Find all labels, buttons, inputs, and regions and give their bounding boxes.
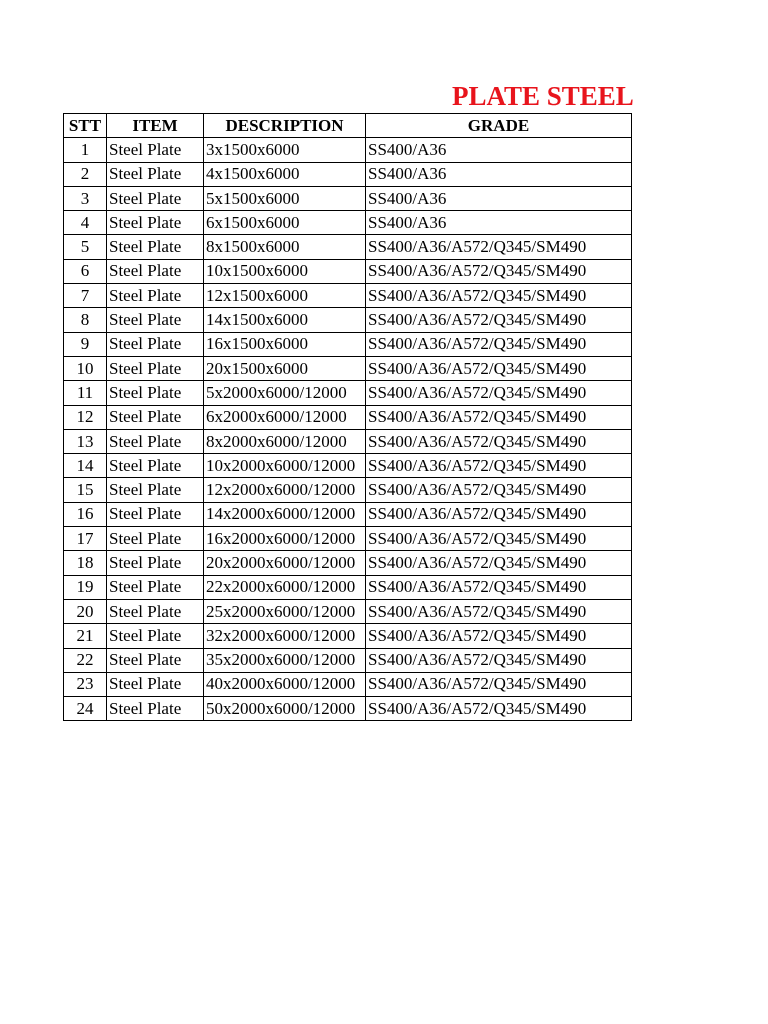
cell-stt: 19 (64, 575, 107, 599)
table-row (64, 551, 632, 575)
cell-stt: 15 (64, 478, 107, 502)
cell-grade: SS400/A36/A572/Q345/SM490 (366, 672, 632, 696)
cell-item: Steel Plate (107, 405, 204, 429)
table-row (64, 211, 632, 235)
cell-description: 4x1500x6000 (204, 162, 366, 186)
cell-stt: 6 (64, 259, 107, 283)
cell-grade: SS400/A36/A572/Q345/SM490 (366, 575, 632, 599)
table-row (64, 405, 632, 429)
table-row (64, 138, 632, 162)
cell-grade: SS400/A36/A572/Q345/SM490 (366, 284, 632, 308)
cell-item: Steel Plate (107, 162, 204, 186)
cell-grade: SS400/A36/A572/Q345/SM490 (366, 429, 632, 453)
cell-item: Steel Plate (107, 308, 204, 332)
cell-item: Steel Plate (107, 697, 204, 721)
cell-stt: 7 (64, 284, 107, 308)
cell-grade: SS400/A36/A572/Q345/SM490 (366, 405, 632, 429)
cell-grade: SS400/A36/A572/Q345/SM490 (366, 332, 632, 356)
cell-item: Steel Plate (107, 502, 204, 526)
table-row (64, 502, 632, 526)
cell-item: Steel Plate (107, 672, 204, 696)
cell-item: Steel Plate (107, 575, 204, 599)
cell-stt: 20 (64, 599, 107, 623)
header-stt: STT (64, 114, 107, 138)
cell-grade: SS400/A36/A572/Q345/SM490 (366, 551, 632, 575)
table-header-row (64, 114, 632, 138)
header-grade: GRADE (366, 114, 632, 138)
cell-stt: 24 (64, 697, 107, 721)
cell-grade: SS400/A36 (366, 186, 632, 210)
cell-description: 8x1500x6000 (204, 235, 366, 259)
cell-description: 32x2000x6000/12000 (204, 624, 366, 648)
cell-grade: SS400/A36 (366, 162, 632, 186)
cell-description: 8x2000x6000/12000 (204, 429, 366, 453)
cell-item: Steel Plate (107, 284, 204, 308)
cell-stt: 8 (64, 308, 107, 332)
table-row (64, 186, 632, 210)
cell-grade: SS400/A36 (366, 138, 632, 162)
cell-stt: 22 (64, 648, 107, 672)
cell-description: 16x2000x6000/12000 (204, 527, 366, 551)
table-row (64, 672, 632, 696)
cell-grade: SS400/A36/A572/Q345/SM490 (366, 259, 632, 283)
table-row (64, 697, 632, 721)
cell-stt: 16 (64, 502, 107, 526)
cell-stt: 21 (64, 624, 107, 648)
table-row (64, 381, 632, 405)
cell-stt: 9 (64, 332, 107, 356)
cell-grade: SS400/A36/A572/Q345/SM490 (366, 697, 632, 721)
cell-grade: SS400/A36/A572/Q345/SM490 (366, 478, 632, 502)
cell-grade: SS400/A36/A572/Q345/SM490 (366, 502, 632, 526)
cell-stt: 1 (64, 138, 107, 162)
cell-description: 6x2000x6000/12000 (204, 405, 366, 429)
cell-item: Steel Plate (107, 551, 204, 575)
cell-item: Steel Plate (107, 648, 204, 672)
header-item: ITEM (107, 114, 204, 138)
cell-item: Steel Plate (107, 211, 204, 235)
cell-description: 10x2000x6000/12000 (204, 454, 366, 478)
cell-description: 25x2000x6000/12000 (204, 599, 366, 623)
table-row (64, 454, 632, 478)
cell-description: 20x1500x6000 (204, 356, 366, 380)
cell-description: 40x2000x6000/12000 (204, 672, 366, 696)
table-row (64, 308, 632, 332)
cell-description: 14x2000x6000/12000 (204, 502, 366, 526)
cell-item: Steel Plate (107, 235, 204, 259)
table-row (64, 624, 632, 648)
cell-stt: 17 (64, 527, 107, 551)
cell-grade: SS400/A36 (366, 211, 632, 235)
cell-stt: 5 (64, 235, 107, 259)
table-row (64, 527, 632, 551)
cell-grade: SS400/A36/A572/Q345/SM490 (366, 235, 632, 259)
cell-item: Steel Plate (107, 138, 204, 162)
cell-stt: 2 (64, 162, 107, 186)
cell-grade: SS400/A36/A572/Q345/SM490 (366, 599, 632, 623)
cell-description: 20x2000x6000/12000 (204, 551, 366, 575)
cell-stt: 23 (64, 672, 107, 696)
cell-grade: SS400/A36/A572/Q345/SM490 (366, 454, 632, 478)
cell-grade: SS400/A36/A572/Q345/SM490 (366, 308, 632, 332)
cell-item: Steel Plate (107, 454, 204, 478)
cell-description: 5x1500x6000 (204, 186, 366, 210)
cell-stt: 10 (64, 356, 107, 380)
table-row (64, 162, 632, 186)
cell-description: 10x1500x6000 (204, 259, 366, 283)
cell-item: Steel Plate (107, 527, 204, 551)
table-row (64, 284, 632, 308)
table-row (64, 235, 632, 259)
cell-grade: SS400/A36/A572/Q345/SM490 (366, 381, 632, 405)
cell-description: 5x2000x6000/12000 (204, 381, 366, 405)
cell-description: 12x2000x6000/12000 (204, 478, 366, 502)
header-description: DESCRIPTION (204, 114, 366, 138)
cell-item: Steel Plate (107, 624, 204, 648)
cell-description: 12x1500x6000 (204, 284, 366, 308)
cell-item: Steel Plate (107, 478, 204, 502)
table-row (64, 332, 632, 356)
cell-item: Steel Plate (107, 381, 204, 405)
cell-item: Steel Plate (107, 429, 204, 453)
cell-description: 16x1500x6000 (204, 332, 366, 356)
cell-description: 3x1500x6000 (204, 138, 366, 162)
cell-item: Steel Plate (107, 259, 204, 283)
cell-stt: 13 (64, 429, 107, 453)
cell-grade: SS400/A36/A572/Q345/SM490 (366, 648, 632, 672)
cell-stt: 4 (64, 211, 107, 235)
cell-description: 22x2000x6000/12000 (204, 575, 366, 599)
cell-item: Steel Plate (107, 599, 204, 623)
table-row (64, 478, 632, 502)
table-row (64, 259, 632, 283)
cell-description: 6x1500x6000 (204, 211, 366, 235)
cell-item: Steel Plate (107, 186, 204, 210)
cell-stt: 11 (64, 381, 107, 405)
cell-stt: 12 (64, 405, 107, 429)
cell-item: Steel Plate (107, 332, 204, 356)
table-row (64, 599, 632, 623)
cell-stt: 3 (64, 186, 107, 210)
table-row (64, 429, 632, 453)
cell-item: Steel Plate (107, 356, 204, 380)
table-row (64, 648, 632, 672)
cell-description: 14x1500x6000 (204, 308, 366, 332)
cell-description: 35x2000x6000/12000 (204, 648, 366, 672)
table-row (64, 575, 632, 599)
cell-description: 50x2000x6000/12000 (204, 697, 366, 721)
cell-grade: SS400/A36/A572/Q345/SM490 (366, 527, 632, 551)
cell-grade: SS400/A36/A572/Q345/SM490 (366, 356, 632, 380)
plate-steel-table (63, 113, 632, 721)
cell-grade: SS400/A36/A572/Q345/SM490 (366, 624, 632, 648)
page-title: PLATE STEEL (452, 81, 634, 111)
cell-stt: 18 (64, 551, 107, 575)
table-row (64, 356, 632, 380)
cell-stt: 14 (64, 454, 107, 478)
table-body (64, 138, 632, 721)
